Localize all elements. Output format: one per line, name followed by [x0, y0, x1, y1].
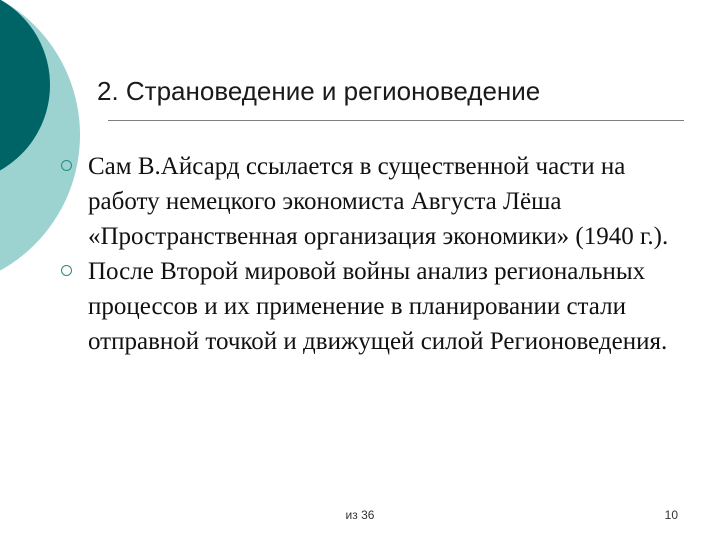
title-divider	[108, 120, 684, 121]
bullet-text: После Второй мировой войны анализ региональных процессов и их применение в планировании стали отправной точкой и движущей силой Регионоведения.	[88, 258, 668, 355]
bullet-circle-icon	[61, 265, 72, 276]
bullet-list	[61, 149, 681, 359]
page-count: из 36	[345, 508, 375, 522]
bullet-text: Сам В.Айсард ссылается в существенной части на работу немецкого экономиста Августа Лёша «Пространственная организация экономики» (1940 г.).	[88, 153, 669, 250]
bullet-item	[61, 149, 681, 254]
bullet-item	[61, 254, 681, 359]
slide-number: 10	[664, 508, 678, 522]
slide-title: 2. Страноведение и регионоведение	[97, 76, 541, 106]
bullet-circle-icon	[61, 160, 72, 171]
